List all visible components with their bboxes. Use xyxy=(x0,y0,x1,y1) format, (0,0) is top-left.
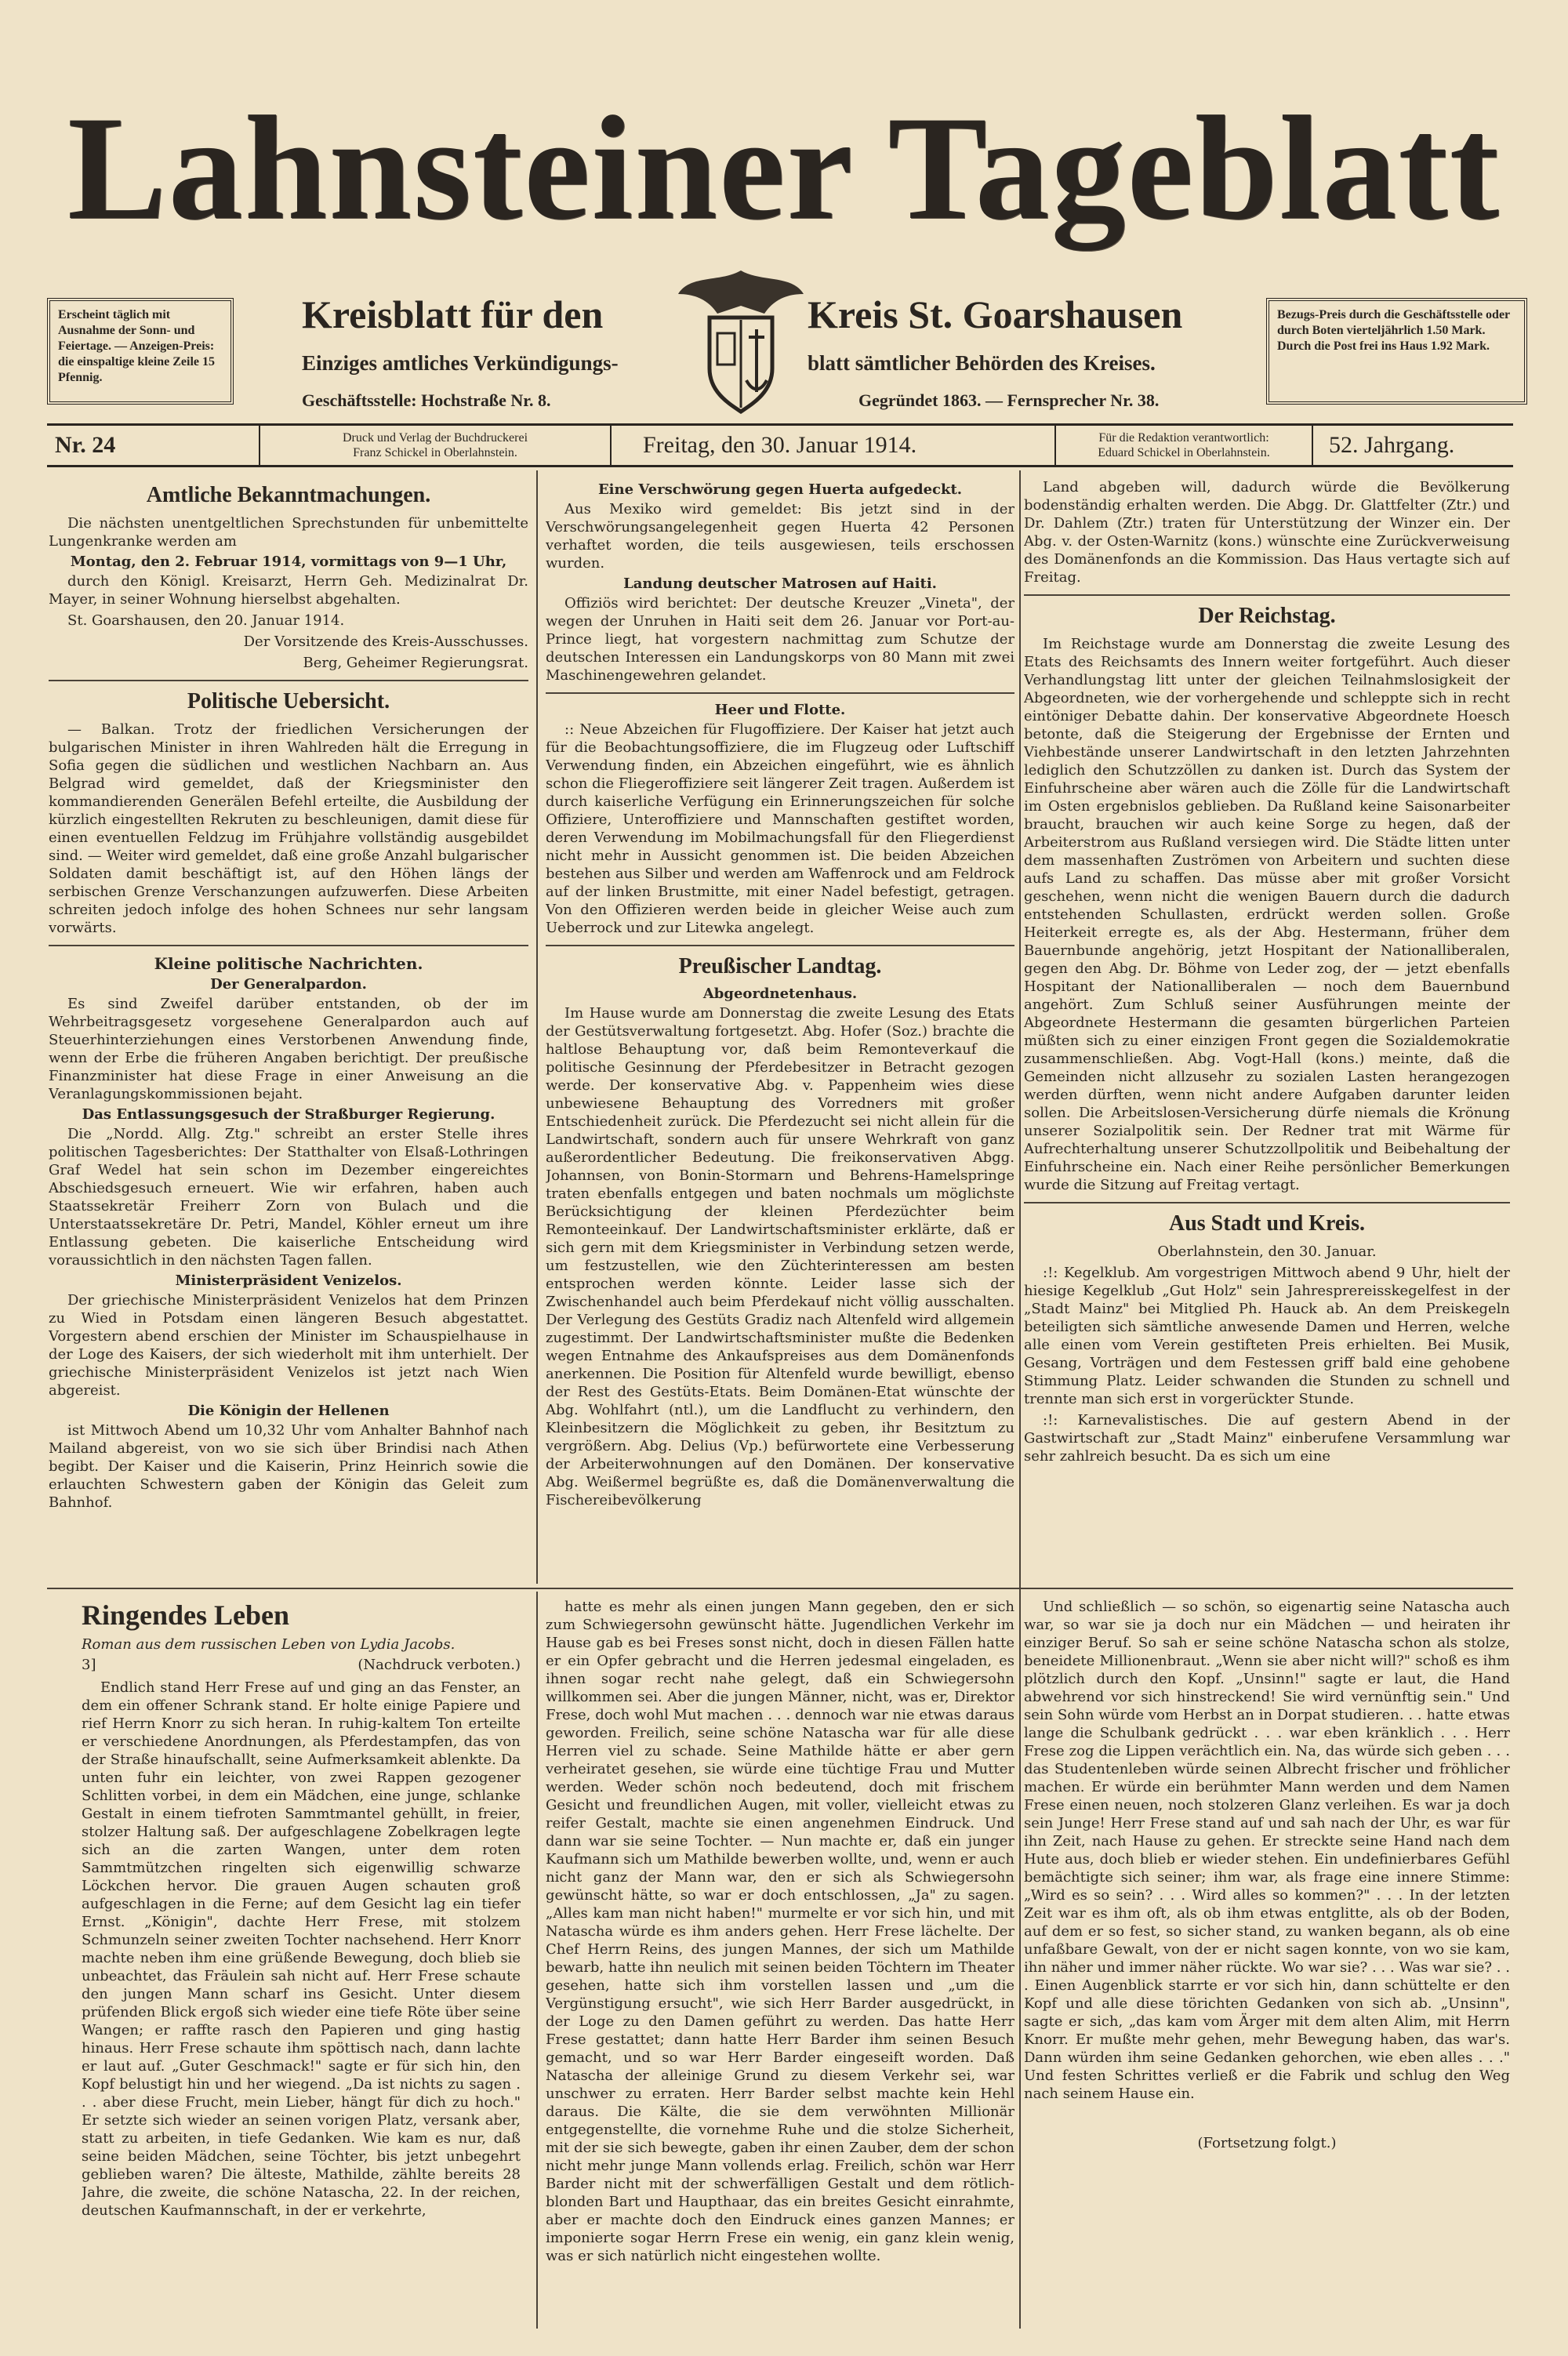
subheading: Eine Verschwörung gegen Huerta aufgedeckt. xyxy=(597,481,963,498)
notice-place: St. Goarshausen, den 20. Januar 1914. xyxy=(67,612,345,629)
official-gazette-right: blatt sämtlicher Behörden des Kreises. xyxy=(808,351,1156,375)
feuilleton-column-2 xyxy=(546,1598,1014,2327)
issue-number: Nr. 24 xyxy=(55,432,116,458)
column-rule xyxy=(536,470,538,1584)
column-1 xyxy=(49,478,528,1584)
issue-date: Freitag, den 30. Januar 1914. xyxy=(643,432,917,458)
feuilleton-column-3 xyxy=(1024,1598,1510,2327)
column-2 xyxy=(546,478,1014,1584)
army-navy-heading: Heer und Flotte. xyxy=(714,702,846,718)
divider xyxy=(1024,1202,1510,1203)
reprint-notice: (Nachdruck verboten.) xyxy=(358,1657,521,1673)
novel-text: Endlich stand Herr Frese auf und ging an das Fenster, an dem ein offener Schrank stand. Er holte einige Papiere und rief Herrn Knorr zu sich heran. In ruhig-kaltem Ton erteilte er verschiedene Anordnungen, als Pferdestampfen, das von der Straße hinaufschallt, seine Aufmerksamkeit ablenkte. Da unten fuhr ein leichter, von zwei Rappen gezogener Schlitten vorbei, in dem ein Mädchen, eine junge, schlanke Gestalt in einem tiefroten Sammtmantel gehüllt, in freier, stolzer Haltung saß. Der aufgeschlagene Zobelkragen legte sich an die zarten Wangen, unter dem roten Sammtmützchen ringelten sich eigenwillig schwarze Löckchen hervor. Die grauen Augen schauten groß aufgeschlagen in die Ferne; auf dem Gesicht lag ein tiefer Ernst. „Königin", dachte Herr Frese, mit stolzem Schmunzeln seiner zweiten Tochter nachsehend. Herr Knorr machte neben ihm eine grüßende Bewegung, doch blieb sie unbeachtet, das Fräulein sah nicht auf. Herr Frese schaute den jungen Mann scharf ins Gesicht. Unter diesem prüfenden Blick ergoß sich wieder eine tiefe Röte über seine Wangen; er raffte rasch den Papieren und ging hastig hinaus. Herr Frese schaute ihm spöttisch nach, dann lachte er laut auf. „Guter Geschmack!" sagte er für sich hin, den Kopf belustigt hin und her wiegend. „Da ist nichts zu sagen . . . aber diese Frucht, mein Lieber, hängt für dich zu hoch." Er setzte sich wieder an seinen vorigen Platz, versank aber, statt zu arbeiten, in tiefe Gedanken. Wie kam es nur, daß seine beiden Mädchen, seine Töchter, bis jetzt unbegehrt geblieben waren? Die älteste, Mathilde, zählte bereits 28 Jahre, die zweite, die schöne Natascha, 22. In der reichen, deutschen Kaufmannschaft, in der er verkehrte, xyxy=(82,1679,521,2219)
divider xyxy=(49,945,528,946)
issue-info-bar xyxy=(47,423,1513,467)
subheading: Das Entlassungsgesuch der Straßburger Regierung. xyxy=(82,1106,495,1123)
subheading: Abgeordnetenhaus. xyxy=(702,986,858,1002)
dateline: Oberlahnstein, den 30. Januar. xyxy=(1157,1243,1377,1260)
local-news-heading: Aus Stadt und Kreis. xyxy=(1168,1211,1365,1236)
divider xyxy=(49,680,528,681)
installment-number: 3] xyxy=(82,1657,96,1673)
paragraph: Im Reichstage wurde am Donnerstag die zweite Lesung des Etats des Reichsamts des Innern weiter fortgeführt. Auch dieser Verhandlungstag litt unter der gleichen Teilnahmslosigkeit der Abgeordneten, wie der vorhergehende und schleppte sich in recht eintöniger Debatte dahin. Der konservative Abgeordnete Hoesch betonte, daß die Steigerung der Ergebnisse der Ernten und Viehbestände unserer Landwirtschaft in den letzten Jahrzehnten lediglich den Schutzzöllen zu danken ist. Durch das System der Einfuhrscheine aber wären auch die Zölle für die Landwirtschaft im Osten ergebnislos geblieben. Da Rußland keine Saisonarbeiter braucht, brauchen wir auch keine Sorge zu hegen, daß der Arbeiterstrom aus Rußland versiegen wird. Die Städte litten unter dem massenhaften Zuströmen von Arbeitern und suchten diese aufs Land zu schaffen. Das müsse aber mit großer Vorsicht geschehen, wenn nicht die wenigen Bauern durch die dadurch entstehenden Schullasten, erdrückt werden sollen. Große Heiterkeit erregte es, als der Abg. Hestermann, früher dem Bauernbunde angehörig, jetzt Hospitant der Nationalliberalen, gegen den Abg. Dr. Böhme von Leder zog, der — jetzt ebenfalls Hospitant der Nationalliberalen — noch dem Bauernbund angehört. Zum Schluß seiner Ausführungen meinte der Abgeordnete Hestermann die gesamten bürgerlichen Parteien müßten sich zu einer einzigen Front gegen die Sozialdemokratie zusammenschließen. Abg. Vogt-Hall (kons.) meinte, daß die Gemeinden nicht allzusehr zu sozialen Lasten herangezogen werden dürften, wenn nicht andere Aufgaben darunter leiden sollen. Die Arbeitslosen-Versicherung dürfe niemals die Krönung unserer Sozialpolitik sein. Der Redner trat mit Wärme für Aufrechterhaltung unserer Schutzzollpolitik und Beibehaltung der Einfuhrscheine ein. Nach einer Reihe persönlicher Bemerkungen wurde die Sitzung auf Freitag vertagt. xyxy=(1024,636,1510,1193)
subscription-price-box: Bezugs-Preis durch die Geschäftsstelle oder durch Boten vierteljährlich 1.50 Mark. Durch die Post frei ins Haus 1.92 Mark. xyxy=(1266,298,1527,405)
subheading: Landung deutscher Matrosen auf Haiti. xyxy=(623,575,937,592)
official-gazette-left: Einziges amtliches Verkündigungs- xyxy=(302,351,619,375)
founded-phone: Gegründet 1863. — Fernsprecher Nr. 38. xyxy=(858,390,1160,410)
volume-year: 52. Jahrgang. xyxy=(1329,432,1455,458)
divider xyxy=(1024,594,1510,596)
reichstag-heading: Der Reichstag. xyxy=(1198,604,1336,628)
politics-heading: Politische Uebersicht. xyxy=(187,689,390,713)
paragraph: Der griechische Ministerpräsident Venizelos hat dem Prinzen zu Wied in Potsdam einen längeren Besuch abgestattet. Vorgestern abend erschien der Minister im Schauspielhause in der Loge des Kaisers, der sich wiederholt mit ihm unterhielt. Der griechische Ministerpräsident Venizelos ist jetzt nach Wien abgereist. xyxy=(49,1292,528,1399)
paragraph: Die nächsten unentgeltlichen Sprechstunden für unbemittelte Lungenkranke werden am xyxy=(49,515,528,550)
paragraph: Die „Nordd. Allg. Ztg." schreibt an erster Stelle ihres politischen Tagesberichtes: Der Statthalter von Elsaß-Lothringen Graf Wedel hat sein schon im Dezember eingereichtes Abschiedsgesuch erneuert. Wie wir erfahren, haben auch Staatssekretär Freiherr Zorn von Bulach und die Unterstaatssekretäre Dr. Petri, Mandel, Köhler erneut um ihre Entlassung gebeten. Die kaiserliche Entscheidung wird voraussichtlich in den nächsten Tagen fallen. xyxy=(49,1126,528,1269)
paragraph: Offiziös wird berichtet: Der deutsche Kreuzer „Vineta", der wegen der Unruhen in Haiti seit dem 26. Januar vor Port-au-Prince liegt, hat vorgestern nachmittag zum Schutze der deutschen Interessen ein Landungskorps von 80 Mann mit zwei Maschinengewehren gelandet. xyxy=(546,595,1014,684)
paragraph: — Balkan. Trotz der friedlichen Versicherungen der bulgarischen Minister in ihren Wahlreden hält die Erregung in Sofia gegen die südlichen und westlichen Nachbarn an. Aus Belgrad wird gemeldet, daß der Kriegsminister den kommandierenden Generälen Befehl erteilte, die Ausbildung der kürzlich eingestellten Rekruten zu beschleunigen, damit diese für einen eventuellen Feldzug im Frühjahre vollständig ausgebildet sind. — Weiter wird gemeldet, daß eine große Anzahl bulgarischer Soldaten damit beschäftigt ist, auf den Höhen längs der serbischen Grenze Verschanzungen aufzuwerfen. Diese Arbeiten schreiten jedoch infolge des hohen Schnees nur sehr langsam vorwärts. xyxy=(49,721,528,936)
feuilleton-column-1 xyxy=(82,1598,521,2327)
novel-text: Und schließlich — so schön, so eigenartig seine Natascha auch war, so war sie ja doch nur ein Mädchen — und heiraten ihr einziger Beruf. So sah er seine schöne Natascha schon als stolze, beneidete Millionenbraut. „Wenn sie aber nicht will?" schoß es ihm plötzlich durch den Kopf. „Unsinn!" sagte er laut, die Hand abwehrend vor sich hinstreckend! Sie wird vernünftig sein." Und sein Sohn würde vom Herbst an in Dorpat studieren. . . hatte etwas lange die Schulbank gedrückt . . . war eben kränklich . . . Herr Frese zog die Lippen verächtlich ein. Na, das würde sich geben . . . das Studentenleben würde seinen Albrecht frischer und fröhlicher machen. Er würde ein berühmter Mann werden und dem Namen Frese einen neuen, noch stolzeren Glanz verleihen. Es war ja doch sein Junge! Herr Frese stand auf und sah nach der Uhr, es war für ihn Zeit, nach Hause zu gehen. Er streckte seine Hand nach dem Hute aus, doch blieb er wieder stehen. Ein undefinierbares Gefühl bemächtigte sich seiner; ihm war, als frage eine innere Stimme: „Wird es so sein? . . . Wird alles so kommen?" . . . In der letzten Zeit war es ihm oft, als ob ihm etwas entglitte, als ob der Boden, auf dem er so fest, so sicher stand, zu wanken begann, als ob eine unfaßbare Gewalt, von der er nicht sagen konnte, von wo sie kam, ihn näher und immer näher rückte. Wo war sie? . . . Was war sie? . . . Einen Augenblick starrte er vor sich hin, dann schüttelte er den Kopf und alle diese törichten Gedanken von sich ab. „Unsinn", sagte er sich, „das kam vom Ärger mit dem alten Alim, mit Herrn Knorr. Er mußte mehr gehen, mehr Bewegung haben, das war's. Dann würden ihm seine Gedanken gehorchen, wie eben alles . . ." Und festen Schrittes verließ er die Fabrik und schlug den Weg nach seinem Hause ein. xyxy=(1024,1599,1510,2102)
novel-text: hatte es mehr als einen jungen Mann gegeben, den er sich zum Schwiegersohn gewünscht hätte. Jugendlichen Verkehr im Hause gab es bei Freses sonst nicht, doch in diesen Fällen hatte er ein Opfer gebracht und die Herren jedesmal eingeladen, es ihnen sogar recht nahe gelegt, daß ein Schwiegersohn willkommen sei. Aber die jungen Männer, nicht, was er, Direktor Frese, doch wohl Mut machen . . . dennoch war nie etwas daraus geworden. Freilich, seine schöne Natascha war für alle diese Herren viel zu schade. Seine Mathilde hätte er aber gern verheiratet gesehen, sie würde eine tüchtige Frau und Mutter werden. Weder schön noch bedeutend, doch mit frischem Gesicht und freundlichen Augen, mit voller, vielleicht etwas zu reifer Gestalt, machte sie einen angenehmen Eindruck. Und dann war sie seine Tochter. — Nun machte er, daß ein junger Kaufmann sich um Mathilde bewerben wollte, und, wenn er auch nicht ganz der Mann war, den er sich als Schwiegersohn gewünscht hätte, so war er doch entschlossen, „Ja" zu sagen. „Alles kam man nicht haben!" murmelte er vor sich hin, und mit Natascha würde es ihm anders gehen. Herr Frese lächelte. Der Chef Herrn Reins, des jungen Mannes, der sich um Mathilde bewarb, hatte ihn neulich mit seinen beiden Töchtern im Theater gesehen, hatte sich ihm vorstellen lassen und „um die Vergünstigung ersucht", wie sich Herr Barder ausgedrückt, in der Loge zu den Damen geführt zu werden. Das hatte Herr Frese gestattet; dann hatte Herr Barder ihm seinen Besuch gemacht, und so war Herr Barder eingeseift worden. Daß Natascha der alleinige Grund zu diesem Verkehr sei, war unschwer zu erraten. Herr Barder selbst machte kein Hehl daraus. Die Kälte, die sie dem verwöhnten Millionär entgegenstellte, die vornehme Ruhe und die stolze Sicherheit, mit der sie sich bewegte, gaben ihr einen Zauber, dem der schon nicht mehr junge Mann vollends erlag. Freilich, schön war Herr Barder nicht mit der schwerfälligen Gestalt und dem rötlich-blonden Bart und Haupthaar, das ein breites Gesicht einrahmte, aber er machte doch den Eindruck eines ganzen Mannes; er imponierte sogar Herrn Frese ein wenig, ein ganz klein wenig, was er sich natürlich nicht eingestehen wollte. xyxy=(546,1599,1014,2264)
subheading: Die Königin der Hellenen xyxy=(187,1403,390,1419)
column-3 xyxy=(1024,478,1510,1584)
notice-signature: Berg, Geheimer Regierungsrat. xyxy=(303,655,528,671)
subheading: Ministerpräsident Venizelos. xyxy=(175,1272,402,1289)
column-rule xyxy=(536,1592,538,2329)
paragraph: :: Neue Abzeichen für Flugoffiziere. Der Kaiser hat jetzt auch für die Beobachtungsoffiziere, die im Flugzeug oder Luftschiff Verwendung finden, ein Abzeichen eingeführt, wie es ähnlich schon die Fliegeroffiziere seit längerer Zeit tragen. Außerdem ist durch kaiserliche Verfügung ein Erinnerungszeichen für solche Offiziere, Unteroffiziere und Mannschaften gestiftet worden, deren Verwendung im Mobilmachungsfall für den Fliegerdienst nicht mehr in Aussicht genommen ist. Die beiden Abzeichen bestehen aus Silber und werden am Waffenrock und am Feldrock auf der linken Brustmitte, mit einer Nadel befestigt, getragen. Von den Offizieren werden beide in gleicher Weise auch zum Ueberrock und zur Litewka angelegt. xyxy=(546,721,1014,936)
to-be-continued: (Fortsetzung folgt.) xyxy=(1197,2135,1337,2151)
paragraph: Aus Mexiko wird gemeldet: Bis jetzt sind in der Verschwörungsangelegenheit gegen Huerta 42 Personen verhaftet worden, die teils ausgewiesen, teils erschossen wurden. xyxy=(546,501,1014,572)
editor-info: Für die Redaktion verantwortlich: Eduard Schickel in Oberlahnstein. xyxy=(1054,426,1313,465)
paragraph: ist Mittwoch Abend um 10,32 Uhr vom Anhalter Bahnhof nach Mailand abgereist, von wo sie sich über Brindisi nach Athen begibt. Der Kaiser und die Kaiserin, Prinz Heinrich sowie die erlauchten Schwestern gaben der Königin das Geleit zum Bahnhof. xyxy=(49,1422,528,1511)
office-address: Geschäftsstelle: Hochstraße Nr. 8. xyxy=(302,390,551,410)
paragraph: Im Hause wurde am Donnerstag die zweite Lesung des Etats der Gestütsverwaltung fortgesetzt. Abg. Hofer (Soz.) brachte die haltlose Behauptung vor, daß beim Remonteverkauf die politische Gesinnung der Pferdebesitzer in Betracht gezogen werde. Der konservative Abg. v. Pappenheim wies diese unbewiesene Behauptung des Vorredners mit großer Entschiedenheit zurück. Die Pferdezucht sei nicht allein für die Landwirtschaft, sondern auch für unsere Wehrkraft von ganz außerordentlicher Bedeutung. Die freikonservativen Abgg. Johannsen, von Bonin-Stormarn und Behrens-Hamelspringe traten ebenfalls entgegen und baten nochmals um möglichste Berücksichtigung der kleinen Pferdezüchter beim Remonteeinkauf. Der Landwirtschaftsminister erklärte, daß er sich gern mit dem Kriegsminister in Verbindung setzen werde, um festzustellen, wie den Züchterinteressen am besten entsprochen werden könnte. Leider lasse sich der Zwischenhandel auch beim Pferdekauf nicht völlig ausschalten. Der Verlegung des Gestüts Gradiz nach Altenfeld wird allgemein zugestimmt. Der Landwirtschaftsminister mußte die Bedenken wegen Entnahme des Ankaufspreises aus dem Domänenfonds anerkennen. Die Position für Altenfeld wurde bewilligt, ebenso der Rest des Gestüts-Etats. Beim Domänen-Etat wünschte der Abg. Wohlfahrt (ntl.), um die Landflucht zu verhindern, den Kleinbesitzern die Möglichkeit zu geben, ihr Besitztum zu vergrößern. Abg. Delius (Vp.) befürwortete eine Verbesserung der Arbeiterwohnungen auf den Domänen. Der konservative Abg. Weißermel begrüßte es, daß die Domänenverwaltung die Fischereibevölkerung xyxy=(546,1005,1014,1508)
paragraph: durch den Königl. Kreisarzt, Herrn Geh. Medizinalrat Dr. Mayer, in seiner Wohnung hierselbst abgehalten. xyxy=(49,573,528,608)
paragraph: :!: Karnevalistisches. Die auf gestern Abend in der Gastwirtschaft zur „Stadt Mainz" einberufene Versammlung war sehr zahlreich besucht. Da es sich um eine xyxy=(1024,1412,1510,1465)
printer-info: Druck und Verlag der Buchdruckerei Franz Schickel in Oberlahnstein. xyxy=(259,426,612,465)
column-rule xyxy=(1019,470,1021,2329)
publication-info-box: Erscheint täglich mit Ausnahme der Sonn- und Feiertage. — Anzeigen-Preis: die einspaltige kleine Zeile 15 Pfennig. xyxy=(47,298,234,405)
masthead-title: Lahnsteiner Tageblatt xyxy=(67,86,1501,251)
notice-signature: Der Vorsitzende des Kreis-Ausschusses. xyxy=(243,633,528,650)
divider xyxy=(546,945,1014,946)
novel-meta xyxy=(82,1656,521,1674)
official-notices-heading: Amtliche Bekanntmachungen. xyxy=(146,483,431,507)
kreisblatt-right: Kreis St. Goarshausen xyxy=(808,292,1183,336)
paragraph: Es sind Zweifel darüber entstanden, ob der im Wehrbeitragsgesetz vorgesehene Generalpardon auch auf Steuerhinterziehungen eines Verstorbenen Anwendung finde, wenn der Erbe die früheren Angaben berichtigt. Der preußische Finanzminister hat diese Frage in einer Anweisung an die Veranlagungskommissionen bejaht. xyxy=(49,996,528,1102)
paragraph: :!: Kegelklub. Am vorgestrigen Mittwoch abend 9 Uhr, hielt der hiesige Kegelklub „Gut Holz" sein Jahresprereisskegelfest in der „Stadt Mainz" bei Mitglied Ph. Hauck ab. An dem Preiskegeln beteiligten sich sämtliche anwesende Damen und Herren, welche alle einen vom Verein gestifteten Preis erhielten. Bei Musik, Gesang, Vorträgen und dem Festessen griff bald eine gehobene Stimmung Platz. Leider schwanden die Stunden zu schnell und trennte man sich erst in vorgerückter Stunde. xyxy=(1024,1265,1510,1407)
kreisblatt-left: Kreisblatt für den xyxy=(302,292,604,336)
small-news-heading: Kleine politische Nachrichten. xyxy=(154,954,423,973)
notice-date: Montag, den 2. Februar 1914, vormittags von 9—1 Uhr, xyxy=(70,554,507,570)
landtag-heading: Preußischer Landtag. xyxy=(678,954,882,978)
eagle-crest-icon xyxy=(674,259,808,416)
divider xyxy=(546,692,1014,694)
feuilleton-rule xyxy=(47,1588,1513,1589)
novel-title: Ringendes Leben xyxy=(82,1599,290,1631)
novel-subtitle: Roman aus dem russischen Leben von Lydia Jacobs. xyxy=(82,1636,456,1653)
subheading: Der Generalpardon. xyxy=(210,976,367,993)
paragraph: Land abgeben will, dadurch würde die Bevölkerung bodenständig erhalten werden. Die Abgg. Dr. Glattfelter (Ztr.) und Dr. Dahlem (Ztr.) traten für Unterstützung der Winzer ein. Der Abg. v. der Osten-Warnitz (kons.) wünschte eine Zurückverweisung des Domänenfonds an die Kommission. Das Haus vertagte sich auf Freitag. xyxy=(1024,479,1510,586)
